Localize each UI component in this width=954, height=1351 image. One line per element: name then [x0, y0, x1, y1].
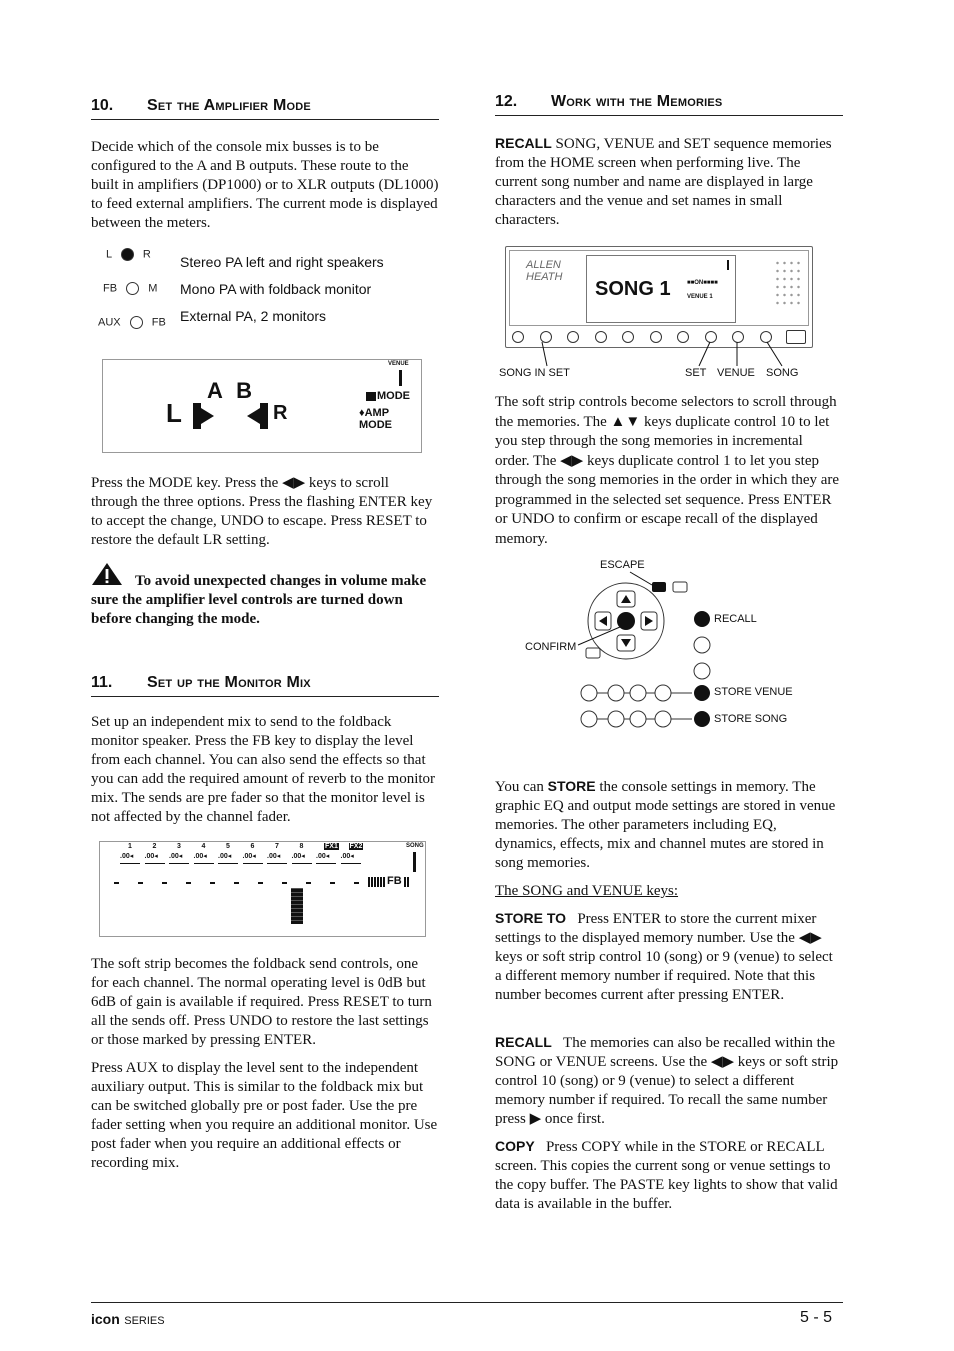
mode-desc-lr: Stereo PA left and right speakers	[180, 254, 384, 270]
lcd-l-label: L	[166, 398, 182, 428]
copy-text	[495, 1137, 840, 1214]
recall-body: The memories can also be recalled within the SONG or VENUE screens. Use the ◀▶ keys or soft strip control 10 (song) or 9 (venue) to select a different memory number if required. To recall the same number press ▶ once first.	[495, 1035, 839, 1127]
store-keyword: STORE	[547, 778, 596, 794]
recall-keyword: RECALL	[495, 135, 552, 151]
mode-right-label: M	[148, 282, 158, 295]
lcd-fb-label: FB	[387, 875, 402, 887]
lcd-dashes	[114, 882, 376, 884]
foldback-controls-text: The soft strip becomes the foldback send controls, one for each channel. The normal operating level is 0dB but 6dB of gain is available if required. Press RESET to turn all the sends off. Press UNDO to restore the last settings or those marked by pressing ENTER.	[91, 956, 432, 1048]
lcd-fader-block	[291, 888, 303, 924]
lcd-channel-underline	[292, 863, 312, 864]
lcd-channel-underline	[194, 863, 214, 864]
foldback-lcd	[99, 841, 426, 937]
mode-desc-fbm: Mono PA with foldback monitor	[180, 281, 372, 297]
lcd-channel-label: 2	[152, 843, 157, 850]
brand-name: icon	[91, 1311, 120, 1327]
lcd-channel-label: 8	[299, 843, 304, 850]
lcd-channel-value: .00◂	[120, 853, 134, 860]
lcd-venue-label: VENUE	[388, 361, 409, 367]
lcd-r-label: R	[273, 402, 288, 424]
amp-mode-intro: Decide which of the console mix busses is to be configured to the A and B outputs. These route to the built in amplifiers (DP1000) or to XLR outputs (DL1000) to feed external amplifiers. The current mode is displayed between the meters.	[91, 139, 439, 231]
section-title: Set up the Monitor Mix	[147, 674, 311, 691]
mode-right-label: R	[142, 248, 151, 261]
mode-left-label: L	[106, 248, 112, 261]
logo-line-1: ALLEN	[526, 259, 561, 271]
lcd-channel-label: 7	[275, 843, 279, 850]
lcd-mode-label: MODE	[377, 390, 410, 402]
console-panel	[505, 246, 813, 348]
label-song-in-set: SONG IN SET	[499, 367, 570, 379]
store-intro-a: You can	[495, 779, 548, 795]
lcd-channel-label: 3	[177, 843, 181, 850]
label-song: SONG	[766, 367, 799, 379]
label-set: SET	[685, 367, 707, 379]
lcd-channel-label: 6	[250, 843, 255, 850]
lcd-channel-value: .00◂	[340, 853, 354, 860]
lcd-channel-underline	[120, 863, 140, 864]
aux-mix-text: Press AUX to display the level sent to the independent auxiliary output. This is similar to the foldback mix but can be switched globally pre or post fader. Use the pre fader setting when you require an additional monitor. Use post fader when you require an additional effects or recording mix.	[91, 1060, 438, 1171]
panel-leds	[774, 259, 802, 309]
mode-option-auxfb	[98, 316, 166, 329]
label-store-song: STORE SONG	[714, 713, 788, 725]
store-intro-c: the console settings in memory. The graphic EQ and output mode settings are stored in venue memories. The other parameters including EQ, dynamics, effects, mix and channel mutes are stored in song memories.	[495, 779, 836, 871]
panel-callout-lines	[505, 340, 815, 370]
recall-intro	[495, 134, 840, 230]
key-diagram	[520, 555, 820, 735]
panel-display	[586, 255, 736, 323]
lcd-channel-value: .00◂	[169, 853, 183, 860]
mode-option-lr	[106, 248, 151, 261]
lcd-ab-label: A B	[207, 378, 257, 403]
page-number: 5 - 5	[800, 1309, 833, 1326]
section-10-heading	[91, 97, 439, 120]
panel-logo	[526, 259, 562, 283]
lcd-channel-underline	[341, 863, 361, 864]
store-to-body: Press ENTER to store the current mixer settings to the displayed memory number. Use the ◀▶ keys or soft strip control 10 (song) or 9 (venue) to select a different memory number if required. Note that this number becomes current after pressing ENTER.	[495, 911, 833, 1003]
soft-strip-text: The soft strip controls become selectors to scroll through the memories. The ▲▼ keys duplicate control 10 to let you step through the song memories in incremental order. The ◀▶ keys duplicate control 1 to let you step through the song memories in the order in which they are programmed in the selected set sequence. Press ENTER or UNDO to confirm or escape recall of the displayed memory.	[495, 394, 840, 547]
song-venue-keys-heading: The SONG and VENUE keys:	[495, 883, 679, 899]
lcd-song-cursor	[413, 852, 416, 872]
display-set-name: ■■ON■■■■	[687, 280, 718, 286]
copy-keyword: COPY	[495, 1138, 535, 1154]
label-recall: RECALL	[714, 613, 757, 625]
label-confirm: CONFIRM	[525, 641, 577, 653]
key-diagram-art	[520, 555, 820, 735]
logo-line-2: HEATH	[526, 271, 563, 283]
mode-option-fbm	[103, 282, 157, 295]
led-on-icon	[121, 248, 134, 261]
lcd-channel-value: .00◂	[193, 853, 207, 860]
lcd-channel-label: FX2	[349, 843, 363, 850]
lcd-song-label: SONG	[406, 843, 424, 849]
lcd-venue-cursor	[399, 370, 402, 386]
led-off-icon	[126, 282, 139, 295]
lcd-channel-value: .00◂	[144, 853, 158, 860]
speaker-right-icon	[241, 400, 271, 432]
section-number: 10.	[91, 97, 114, 114]
mode-left-label: FB	[103, 282, 118, 295]
copy-body: Press COPY while in the STORE or RECALL screen. This copies the current song or venue settings to the copy buffer. The PASTE key lights to show that valid data is available in the buffer.	[495, 1139, 838, 1212]
lcd-channel-underline	[243, 863, 263, 864]
section-title: Work with the Memories	[551, 93, 723, 110]
speaker-left-icon	[190, 400, 220, 432]
mode-left-label: AUX	[98, 316, 121, 329]
warning-text: To avoid unexpected changes in volume make sure the amplifier level controls are turned down before changing the mode.	[91, 573, 427, 627]
lcd-ampmode-label: ♦AMP MODE	[359, 407, 392, 431]
label-escape: ESCAPE	[600, 559, 645, 571]
display-venue-name: VENUE 1	[687, 294, 713, 300]
lcd-channel-underline	[316, 863, 336, 864]
section-12-heading	[495, 93, 843, 116]
lcd-channel-underline	[267, 863, 287, 864]
lcd-channel-value: .00◂	[316, 853, 330, 860]
lcd-channel-underline	[218, 863, 238, 864]
lcd-channel-value: .00◂	[218, 853, 232, 860]
label-store-venue: STORE VENUE	[714, 686, 793, 698]
footer-rule	[91, 1302, 843, 1303]
lcd-channel-label: 5	[226, 843, 230, 850]
section-number: 11.	[91, 674, 113, 691]
label-venue: VENUE	[717, 367, 755, 379]
lcd-channel-underline	[145, 863, 165, 864]
display-cursor	[727, 260, 729, 270]
amp-mode-instructions: Press the MODE key. Press the ◀▶ keys to scroll through the three options. Press the flashing ENTER key to accept the change, UNDO to escape. Press RESET to restore the default LR setting.	[91, 475, 433, 548]
lcd-channel-label: 4	[201, 843, 206, 850]
store-intro	[495, 777, 840, 873]
lcd-channel-value: .00◂	[267, 853, 281, 860]
recall-text	[495, 1033, 840, 1129]
display-song-name: SONG 1	[595, 278, 671, 300]
lcd-channel-underline	[169, 863, 189, 864]
section-title: Set the Amplifier Mode	[147, 97, 311, 114]
lcd-channel-label: FX1	[325, 843, 338, 850]
amp-mode-lcd	[102, 359, 422, 453]
mode-desc-auxfb: External PA, 2 monitors	[180, 308, 327, 324]
lcd-mode-block	[366, 392, 376, 401]
led-off-icon	[130, 316, 143, 329]
lcd-channel-label: 1	[128, 843, 132, 850]
section-11-heading	[91, 674, 439, 697]
mode-right-label: FB	[151, 316, 166, 329]
lcd-channel-value: .00◂	[242, 853, 256, 860]
store-to-text	[495, 909, 840, 1005]
footer-brand	[91, 1311, 165, 1329]
store-to-keyword: STORE TO	[495, 910, 567, 926]
section-number: 12.	[495, 93, 518, 110]
recall-keyword: RECALL	[495, 1034, 552, 1050]
brand-series: SERIES	[124, 1315, 165, 1327]
lcd-channel-value: .00◂	[291, 853, 305, 860]
recall-intro-text: SONG, VENUE and SET sequence memories from the HOME screen when performing live. The current song number and name are displayed in large characters and the venue and set names in small characters.	[495, 136, 832, 228]
monitor-mix-intro: Set up an independent mix to send to the foldback monitor speaker. Press the FB key to display the level from each channel. You can also send the effects so that you can add the required amount of reverb to the monitor mix. The sends are pre fader so that the monitor level is not affected by the channel fader.	[91, 714, 436, 825]
